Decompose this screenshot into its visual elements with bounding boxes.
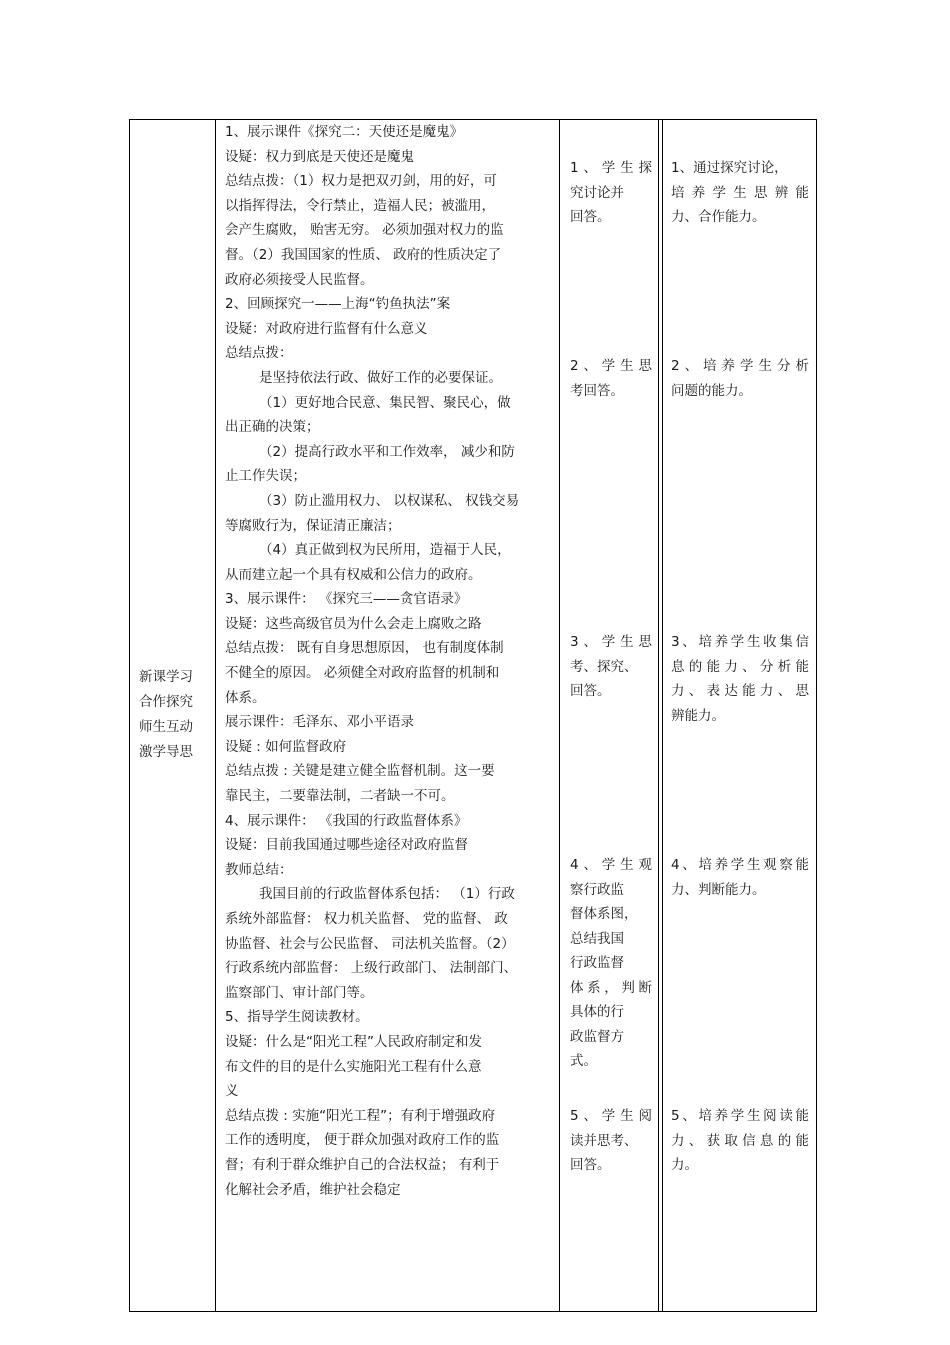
design-intent-line: 4、培养学生观察能 [671,857,809,873]
content-line: 协监督、社会与公民监督、 司法机关监督。（2） [225,935,515,952]
content-line: 教师总结： [225,861,293,878]
stage-label-line: 师生互动 [139,719,193,735]
design-intent-line: 力、合作能力。 [671,209,766,225]
content-line: 总结点拨 : 实施“阳光工程”；有利于增强政府 [225,1107,496,1124]
design-intent-line: 辨能力。 [671,707,725,724]
content-line: 2、回顾探究一——上海“钓鱼执法”案 [225,296,451,313]
content-line: 5、指导学生阅读教材。 [225,1009,369,1026]
design-intent-5 [671,1104,817,1178]
design-intent-2 [671,354,817,403]
student-activity-3 [570,630,660,704]
design-intent-3 [671,630,817,728]
content-line: 总结点拨：（1）权力是把双刃剑，用的好，可 [225,173,497,190]
content-line: 总结点拨 : 关键是建立健全监督机制。这一要 [225,763,495,780]
content-line: 3、展示课件： 《探究三——贪官语录》 [225,591,468,608]
student-activity-4 [570,853,660,1074]
design-intent-line: 力。 [671,1157,698,1173]
lesson-table [129,119,817,1312]
content-line: （3）防止滥用权力、 以权谋私、 权钱交易 [259,492,520,509]
content-line: （2）提高行政水平和工作效率， 减少和防 [259,443,515,460]
design-intent-line: 问题的能力。 [671,382,752,399]
content-line: 以指挥得法，令行禁止，造福人民；被滥用， [225,197,495,214]
content-line: 政府必须接受人民监督。 [225,271,374,288]
student-activity-line: 回答。 [570,1157,611,1173]
design-intent-line: 息的能力、分析能 [671,658,809,675]
content-line: 我国目前的行政监督体系包括： （1）行政 [259,886,515,903]
content-line: 行政系统内部监督： 上级行政部门、 法制部门、 [225,960,518,977]
content-line: 化解社会矛盾，维护社会稳定 [225,1181,401,1198]
student-activity-line: 4、学生观 [570,857,652,873]
content-line: （1）更好地合民意、集民智、聚民心，做 [259,394,511,411]
student-activity-line: 具体的行 [570,1004,624,1020]
content-line: 监察部门、审计部门等。 [225,984,374,1001]
student-activity-line: 总结我国 [570,930,624,947]
content-line: 等腐败行为，保证清正廉洁； [225,517,401,534]
design-intent-line: 3、培养学生收集信 [671,634,809,650]
design-intent-line: 力、判断能力。 [671,881,766,898]
student-activity-line: 式。 [570,1053,597,1069]
stage-label-line: 激学导思 [139,744,193,760]
content-line: 督。（2）我国国家的性质、 政府的性质决定了 [225,246,502,263]
student-activity-5 [570,1104,660,1178]
content-line: 系统外部监督： 权力机关监督、 党的监督、 政 [225,911,508,927]
content-line: 会产生腐败， 贻害无穷。 必须加强对权力的监 [225,222,504,239]
design-intent-1 [671,156,817,230]
content-line: 止工作失误； [225,468,306,485]
content-line: 靠民主，二要靠法制，二者缺一不可。 [225,788,455,805]
content-line: 设疑 : 如何监督政府 [225,738,347,755]
student-activity-line: 5、学生阅 [570,1108,652,1124]
stage-cell [130,665,216,765]
student-activity-line: 行政监督 [570,955,624,971]
design-intent-line: 力、表达能力、思 [671,683,809,699]
design-intent-line: 5、培养学生阅读能 [671,1108,809,1124]
content-line: （4）真正做到权为民所用，造福于人民， [259,542,511,559]
stage-label-line: 新课学习 [139,669,193,685]
content-line: 设疑：权力到底是天使还是魔鬼 [225,148,414,165]
content-line: 展示课件：毛泽东、邓小平语录 [225,714,414,731]
content-line: 4、展示课件： 《我国的行政监督体系》 [225,812,468,829]
content-line: 体系。 [225,689,266,706]
student-activity-line: 回答。 [570,683,611,699]
content-line: 1、展示课件《探究二：天使还是魔鬼》 [225,124,464,140]
student-activity-line: 2、学生思 [570,358,652,374]
content-line: 布文件的目的是什么实施阳光工程有什么意 [225,1058,482,1075]
student-activity-1 [570,156,660,230]
student-activity-line: 体系，判断 [570,979,652,996]
content-line: 出正确的决策； [225,419,320,436]
student-activity-line: 1、学生探 [570,160,652,176]
content-line: 总结点拨： [225,345,293,362]
student-activity-line: 考回答。 [570,382,624,399]
content-line: 设疑：对政府进行监督有什么意义 [225,320,428,337]
student-activity-line: 考、探究、 [570,658,638,675]
stage-label-line: 合作探究 [139,694,193,710]
content-line: 工作的透明度， 便于群众加强对政府工作的监 [225,1132,500,1149]
student-activity-line: 读并思考、 [570,1132,638,1149]
content-line: 总结点拨： 既有自身思想原因， 也有制度体制 [225,640,504,657]
design-intent-line: 培养学生思辨能 [671,184,809,201]
student-activity-line: 究讨论并 [570,184,624,201]
content-line: 是坚持依法行政、做好工作的必要保证。 [259,369,502,386]
student-activity-line: 督体系图， [570,906,638,922]
student-activity-line: 回答。 [570,209,611,225]
content-line: 设疑：这些高级官员为什么会走上腐败之路 [225,615,482,632]
student-activity-2 [570,354,660,403]
design-intent-4 [671,853,817,902]
teaching-content-cell [223,120,560,1202]
content-line: 督；有利于群众维护自己的合法权益； 有利于 [225,1156,500,1173]
content-line: 义 [225,1083,239,1100]
content-line: 设疑：什么是“阳光工程”人民政府制定和发 [225,1033,482,1050]
content-line: 不健全的原因。 必须健全对政府监督的机制和 [225,665,500,682]
design-intent-line: 1、通过探究讨论， [671,160,788,176]
content-line: 设疑：目前我国通过哪些途径对政府监督 [225,837,468,854]
content-line: 从而建立起一个具有权威和公信力的政府。 [225,566,482,583]
design-intent-line: 2、培养学生分析 [671,358,809,374]
student-activity-line: 政监督方 [570,1028,624,1045]
student-activity-line: 3、学生思 [570,634,652,650]
design-intent-line: 力、获取信息的能 [671,1132,809,1149]
student-activity-line: 察行政监 [570,881,624,898]
